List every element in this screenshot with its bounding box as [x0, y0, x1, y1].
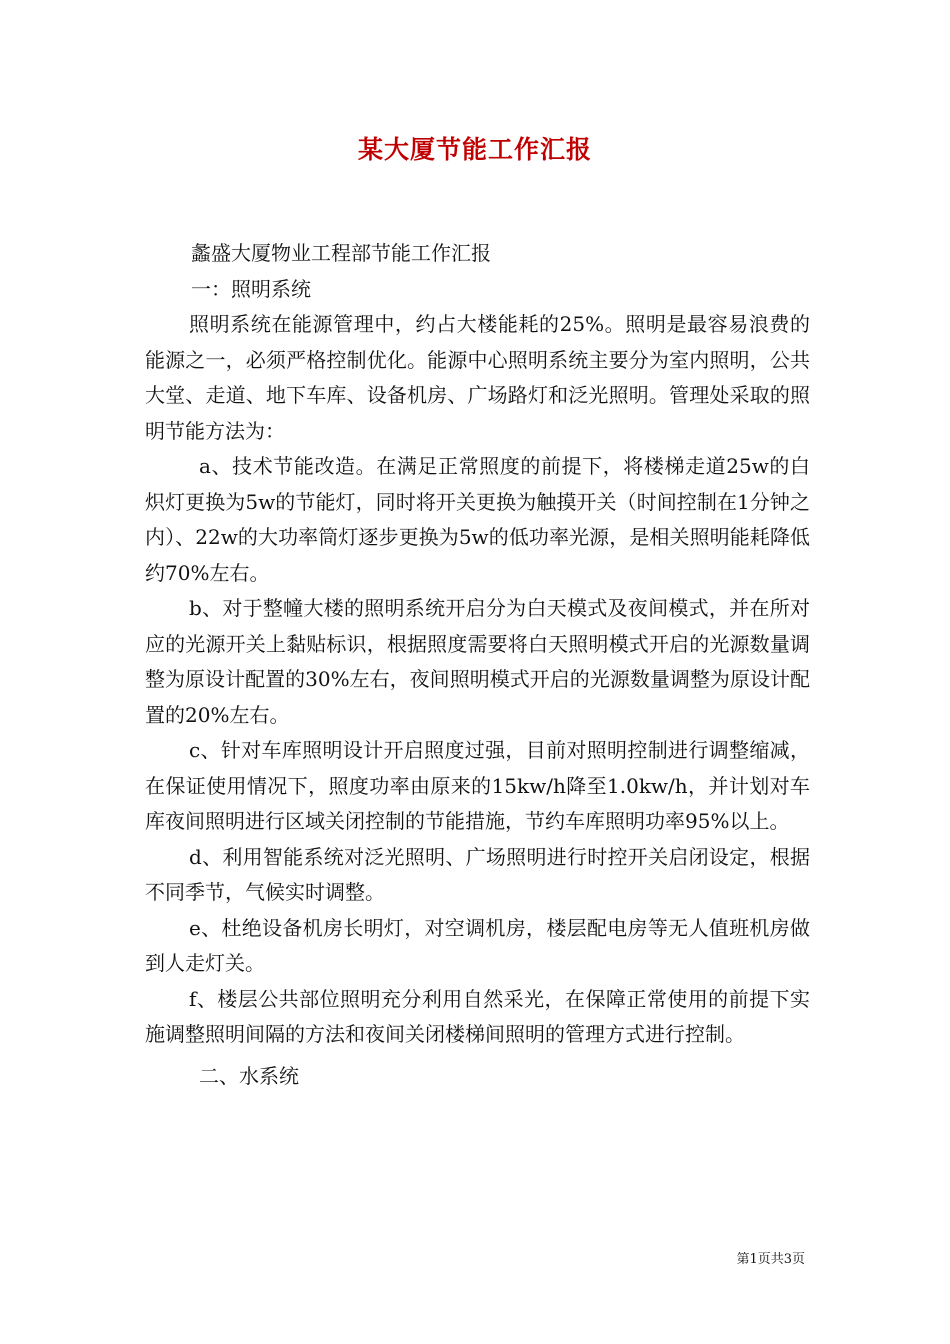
page-number: 第1页共3页	[736, 1252, 805, 1267]
paragraph-item-a: a、技术节能改造。在满足正常照度的前提下，将楼梯走道25w的白炽灯更换为5w的节能灯，同时将开关更换为触摸开关（时间控制在1分钟之内）、22w的大功率筒灯逐步更换为5w的低功率光源，是相关照明能耗降低约70%左右。	[145, 454, 810, 585]
paragraph-intro: 照明系统在能源管理中，约占大楼能耗的25%。照明是最容易浪费的能源之一，必须严格控制优化。能源中心照明系统主要分为室内照明，公共大堂、走道、地下车库、设备机房、广场路灯和泛光照明。管理处采取的照明节能方法为：	[145, 312, 810, 443]
document-title: 某大厦节能工作汇报	[357, 135, 592, 164]
paragraph-item-d: d、利用智能系统对泛光照明、广场照明进行时控开关启闭设定，根据不同季节，气候实时调整。	[145, 844, 810, 904]
paragraph-item-b: b、对于整幢大楼的照明系统开启分为白天模式及夜间模式，并在所对应的光源开关上黏贴标识，根据照度需要将白天照明模式开启的光源数量调整为原设计配置的30%左右，夜间照明模式开启的光源数量调整为原设计配置的20%左右。	[145, 596, 810, 727]
section-heading-lighting: 一：照明系统	[191, 276, 311, 301]
document-body	[145, 236, 810, 1094]
section-heading-water: 二、水系统	[199, 1063, 299, 1088]
paragraph-item-e: e、杜绝设备机房长明灯，对空调机房，楼层配电房等无人值班机房做到人走灯关。	[145, 915, 810, 975]
paragraph-item-c: c、针对车库照明设计开启照度过强，目前对照明控制进行调整缩减，在保证使用情况下，照度功率由原来的15kw/h降至1.0kw/h，并计划对车库夜间照明进行区域关闭控制的节能措施，节约车库照明功率95%以上。	[145, 738, 810, 833]
report-subtitle: 蠡盛大厦物业工程部节能工作汇报	[191, 241, 491, 265]
paragraph-item-f: f、楼层公共部位照明充分利用自然采光，在保障正常使用的前提下实施调整照明间隔的方法和夜间关闭楼梯间照明的管理方式进行控制。	[145, 986, 810, 1046]
